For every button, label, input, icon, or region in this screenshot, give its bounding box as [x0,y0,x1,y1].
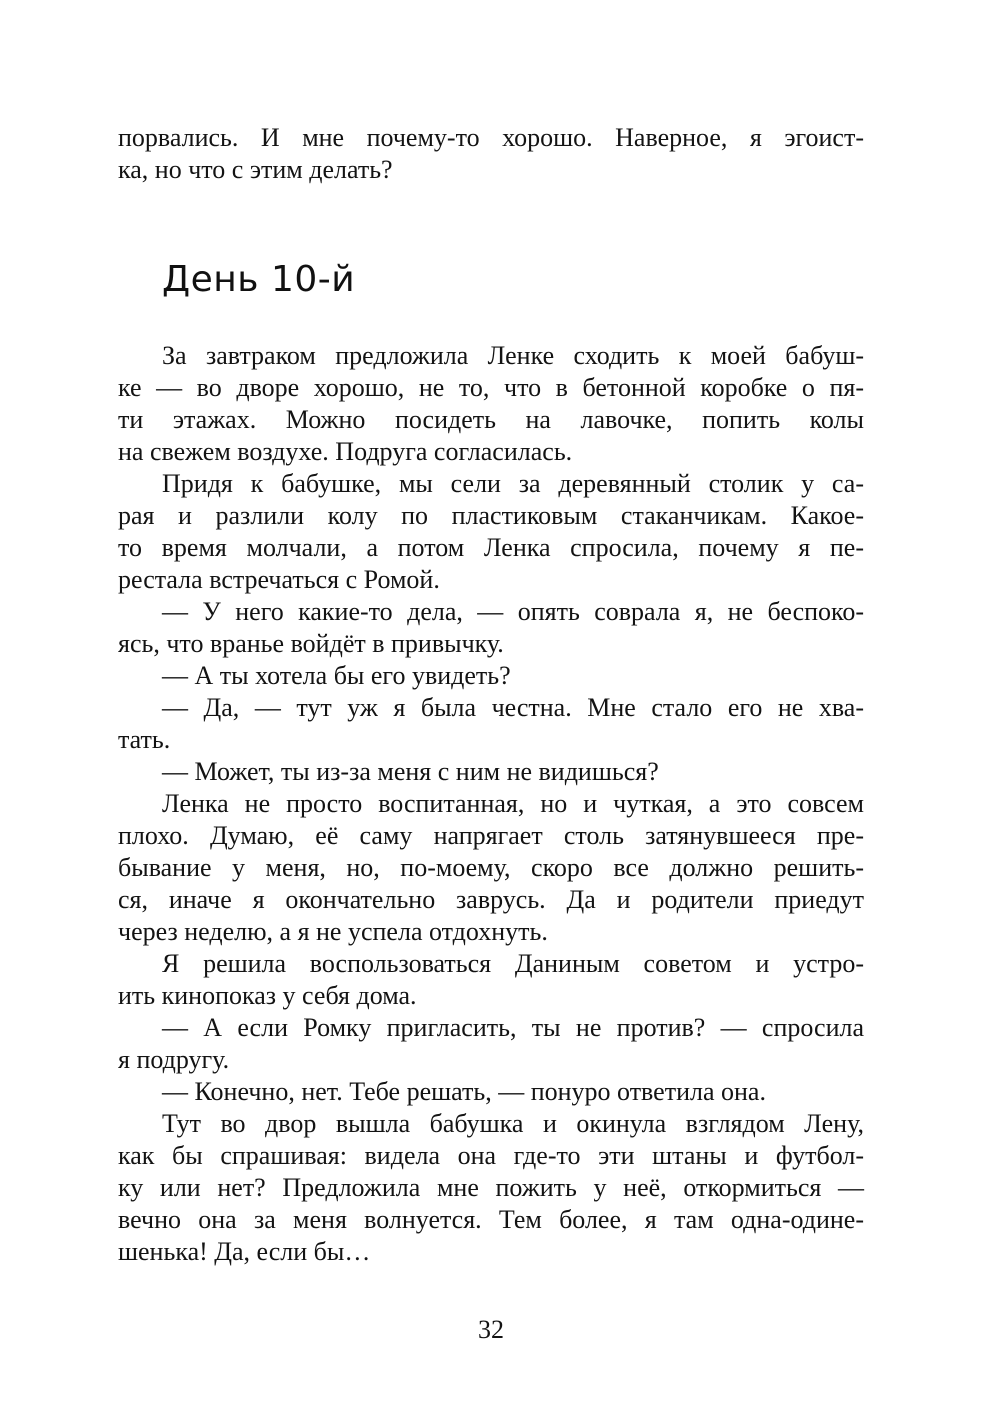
text-line: ти этажах. Можно посидеть на лавочке, попить колы [118,405,864,434]
text-line: Я решила воспользоваться Даниным советом и устро- [162,949,864,978]
section-heading: День 10-й [162,259,356,300]
text-line: — Может, ты из-за меня с ним не видишься? [162,757,659,786]
text-line: ка, но что с этим делать? [118,155,393,184]
text-line: ся, иначе я окончательно заврусь. Да и родители приедут [118,885,864,914]
paragraph [118,756,864,788]
text-line: ку или нет? Предложила мне пожить у неё, откормиться — [118,1173,864,1202]
page-number: 32 [478,1315,504,1344]
text-line: ить кинопоказ у себя дома. [118,981,417,1010]
text-line: бывание у меня, но, по-моему, скоро все должно решить- [118,853,864,882]
text-line: Придя к бабушке, мы сели за деревянный столик у са- [162,469,864,498]
text-block [118,122,864,1268]
text-line: через неделю, а я не успела отдохнуть. [118,917,548,946]
text-line: плохо. Думаю, её саму напрягает столь затянувшееся пре- [118,821,864,850]
text-line: — Да, — тут уж я была честна. Мне стало его не хва- [162,693,864,722]
text-line: как бы спрашивая: видела она где-то эти штаны и футбол- [118,1141,864,1170]
paragraph [118,468,864,596]
paragraph [118,660,864,692]
paragraph [118,788,864,948]
text-line: порвались. И мне почему-то хорошо. Наверное, я эгоист- [118,123,864,152]
paragraph [118,692,864,756]
paragraph [118,948,864,1012]
text-line: Ленка не просто воспитанная, но и чуткая, а это совсем [162,789,864,818]
text-line: Тут во двор вышла бабушка и окинула взглядом Лену, [162,1109,864,1138]
text-line: тать. [118,725,171,754]
text-line: За завтраком предложила Ленке сходить к моей бабуш- [162,341,864,370]
text-line: вечно она за меня волнуется. Тем более, я там одна-одине- [118,1205,864,1234]
text-line: — У него какие-то дела, — опять соврала я, не беспоко- [162,597,864,626]
paragraph [118,596,864,660]
text-line: — А ты хотела бы его увидеть? [162,661,511,690]
paragraph [118,1076,864,1108]
paragraph [118,340,864,468]
text-line: рестала встречаться с Ромой. [118,565,440,594]
text-line: ясь, что вранье войдёт в привычку. [118,629,504,658]
text-line: то время молчали, а потом Ленка спросила, почему я пе- [118,533,864,562]
text-line: шенька! Да, если бы… [118,1237,371,1266]
text-line: на свежем воздухе. Подруга согласилась. [118,437,573,466]
text-line: — А если Ромку пригласить, ты не против? — спросила [162,1013,864,1042]
text-line: рая и разлили колу по пластиковым стаканчикам. Какое- [118,501,864,530]
text-line: — Конечно, нет. Тебе решать, — понуро ответила она. [162,1077,766,1106]
text-line: ке — во дворе хорошо, не то, что в бетонной коробке о пя- [118,373,864,402]
paragraph [118,1012,864,1076]
text-line: я подругу. [118,1045,230,1074]
paragraph [118,1108,864,1268]
paragraph [118,122,864,186]
